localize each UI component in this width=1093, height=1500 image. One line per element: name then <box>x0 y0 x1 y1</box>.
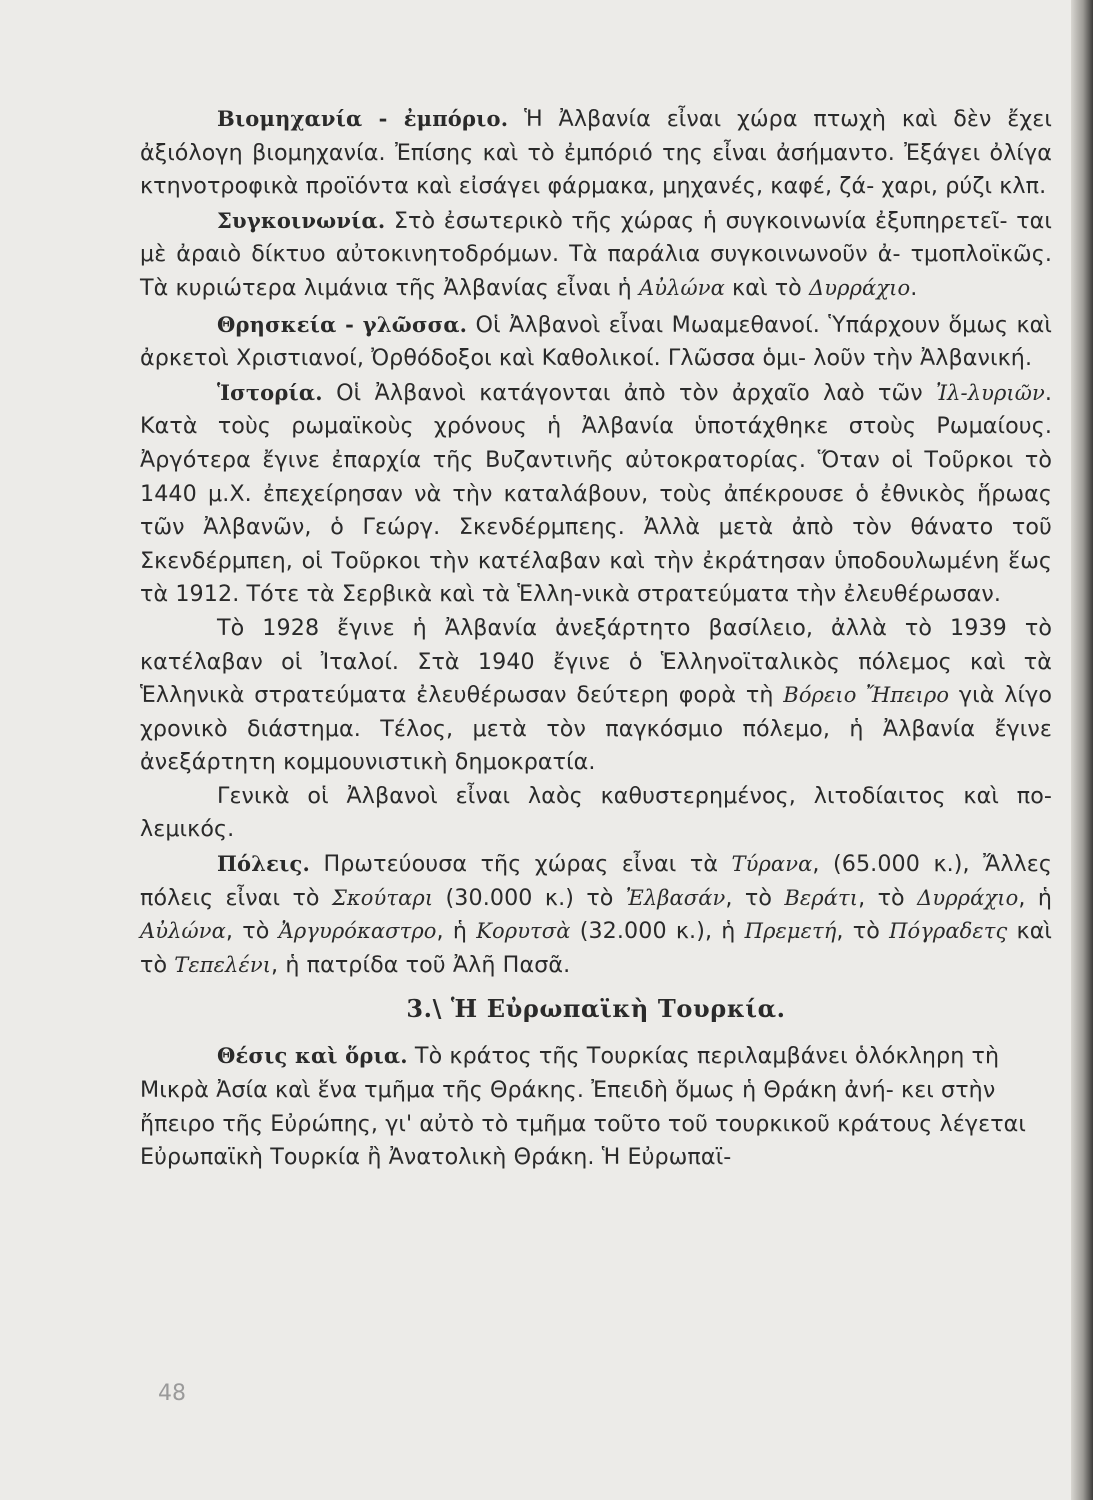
place-name: Βεράτι <box>784 885 859 910</box>
place-name: Αὐλώνα <box>638 275 725 300</box>
place-name: Τεπελένι <box>174 952 272 977</box>
place-name: Κορυτσὰ <box>476 919 571 944</box>
paragraph-history-modern: Τὸ 1928 ἔγινε ἡ Ἀλβανία ἀνεξάρτητο βασίλειο, ἀλλὰ τὸ 1939 τὸ κατέλαβαν οἱ Ἰταλοί. Στὰ 1940 ἔγινε ὁ Ἑλληνοϊταλικὸς πόλεμος καὶ τὰ Ἑλληνικὰ στρατεύματα ἐλευθέρωσαν δεύτερη φορὰ τὴ Βόρειο Ἤπειρο γιὰ λίγο χρονικὸ διάστημα. Τέλος, μετὰ τὸν παγκόσμιο πόλεμο, ἡ Ἀλβανία ἔγινε ἀνεξάρτητη κομμουνιστικὴ δημοκρατία. <box>140 614 1052 776</box>
paragraph-history: Ἱστορία. Οἱ Ἀλβανοὶ κατάγονται ἀπὸ τὸν ἀρχαῖο λαὸ τῶν Ἰλ-λυριῶν. Κατὰ τοὺς ρωμαϊκοὺς χρόνους ἡ Ἀλβανία ὑποτάχθηκε στοὺς Ρωμαίους. Ἀργότερα ἔγινε ἐπαρχία τῆς Βυζαντινῆς αὐτοκρατορίας. Ὅταν οἱ Τοῦρκοι τὸ 1440 μ.Χ. ἐπεχείρησαν νὰ τὴν καταλάβουν, τοὺς ἀπέκρουσε ὁ ἐθνικὸς ἥρωας τῶν Ἀλβανῶν, ὁ Γεώργ. Σκενδέρμπεης. Ἀλλὰ μετὰ ἀπὸ τὸν θάνατο τοῦ Σκενδέρμπεη, οἱ Τοῦρκοι τὴν κατέλαβαν καὶ τὴν ἐκράτησαν ὑποδουλωμένη ἕως τὰ 1912. Τότε τὰ Σερβικὰ καὶ τὰ Ἑλλη-νικὰ στρατεύματα τὴν ἐλευθέρωσαν. <box>140 379 1053 608</box>
place-name: Πόγραδετς <box>889 919 1008 944</box>
page-number: 48 <box>158 1381 186 1406</box>
heading-transport: Συγκοινωνία. <box>217 207 386 233</box>
place-name: Δυρράχιο <box>917 885 1019 910</box>
paragraph-general: Γενικὰ οἱ Ἀλβανοὶ εἶναι λαὸς καθυστερημένος, λιτοδίαιτος καὶ πο-λεμικός. <box>140 782 1052 843</box>
heading-cities: Πόλεις. <box>217 851 310 877</box>
place-name: Δυρράχιο <box>809 275 911 300</box>
book-page <box>140 102 1052 1175</box>
page-edge-shadow <box>1071 0 1093 1500</box>
place-name: Ἐλβασάν <box>625 885 726 910</box>
heading-history: Ἱστορία. <box>217 379 323 405</box>
people-name: λυριῶν <box>967 380 1045 405</box>
place-name: Τύρανα <box>731 852 813 877</box>
paragraph-cities: Πόλεις. Πρωτεύουσα τῆς χώρας εἶναι τὰ Τύρανα, (65.000 κ.), Ἄλλες πόλεις εἶναι τὸ Σκούταρι (30.000 κ.) τὸ Ἐλβασάν, τὸ Βεράτι, τὸ Δυρράχιο, ἡ Αὐλώνα, τὸ Ἀργυρόκαστρο, ἡ Κορυτσὰ (32.000 κ.), ἡ Πρεμετή, τὸ Πόγραδετς καὶ τὸ Τεπελένι, ἡ πατρίδα τοῦ Ἀλῆ Πασᾶ. <box>140 851 1053 978</box>
paragraph-transport: Συγκοινωνία. Στὸ ἐσωτερικὸ τῆς χώρας ἡ συγκοινωνία ἐξυπηρετεῖ- ται μὲ ἀραιὸ δίκτυο αὐτοκινητοδρόμων. Τὰ παράλια συγκοινωνοῦν ἀ- τμοπλοϊκῶς. Τὰ κυριώτερα λιμάνια τῆς Ἀλβανίας εἶναι ἡ Αὐλώνα καὶ τὸ Δυρράχιο. <box>140 207 1053 301</box>
paragraph-industry: Βιομηχανία - ἐμπόριο. Ἡ Ἀλβανία εἶναι χώρα πτωχὴ καὶ δὲν ἔχει ἀξιόλογη βιομηχανία. Ἐπίσης καὶ τὸ ἐμπόριό της εἶναι ἀσήμαντο. Ἐξάγει ὀλίγα κτηνοτροφικὰ προϊόντα καὶ εἰσάγει φάρμακα, μηχανές, καφέ, ζά- χαρι, ρύζι κλπ. <box>140 106 1052 200</box>
place-name: Πρεμετή <box>744 919 837 944</box>
place-name: Αὐλώνα <box>140 919 226 944</box>
people-name: Ἰλ- <box>936 380 968 405</box>
place-name: Ἀργυρόκαστρο <box>278 919 437 944</box>
heading-religion: Θρησκεία - γλῶσσα. <box>217 311 468 337</box>
place-name: Σκούταρι <box>331 885 434 910</box>
heading-position: Θέσις καὶ ὅρια. <box>217 1043 408 1069</box>
place-name: Βόρειο Ἤπειρο <box>783 683 950 708</box>
paragraph-religion: Θρησκεία - γλῶσσα. Οἱ Ἀλβανοὶ εἶναι Μωαμεθανοί. Ὑπάρχουν ὅμως καὶ ἀρκετοὶ Χριστιανοί, Ὀρθόδοξοι καὶ Καθολικοί. Γλῶσσα ὁμι- λοῦν τὴν Ἀλβανική. <box>140 311 1053 372</box>
paragraph-position: Θέσις καὶ ὅρια. Τὸ κράτος τῆς Τουρκίας περιλαμβάνει ὁλόκληρη τὴ Μικρὰ Ἀσία καὶ ἕνα τμῆμα τῆς Θράκης. Ἐπειδὴ ὅμως ἡ Θράκη ἀνή- κει στὴν ἤπειρο τῆς Εὐρώπης, γι' αὐτὸ τὸ τμῆμα τοῦτο τοῦ τουρκικοῦ κράτους λέγεται Εὐρωπαϊκὴ Τουρκία ἢ Ἀνατολικὴ Θράκη. Ἡ Εὐρωπαϊ- <box>140 1043 1026 1171</box>
section-title: 3.\ Ἡ Εὐρωπαϊκὴ Τουρκία. <box>406 994 786 1024</box>
heading-industry: Βιομηχανία - ἐμπόριο. <box>217 106 509 131</box>
